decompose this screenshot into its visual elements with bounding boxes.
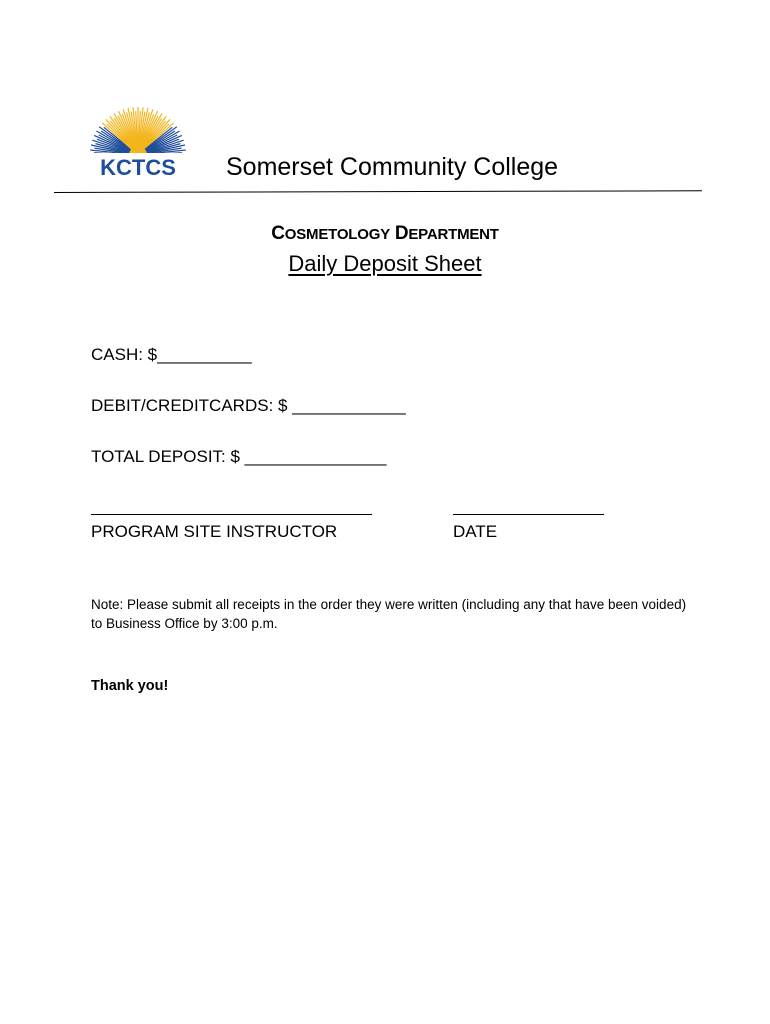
sunburst-logo-icon [88, 105, 188, 185]
closing-thanks: Thank you! [91, 678, 169, 694]
instructor-signature-line[interactable] [91, 514, 372, 515]
logo-wordmark: KCTCS [100, 155, 176, 180]
cash-field[interactable]: CASH: $__________ [91, 345, 252, 364]
department-initial-d: D [394, 223, 409, 244]
submission-note: Note: Please submit all receipts in the order they were written (including any that have been voided) to Business Office by 3:00 p.m. [91, 597, 687, 631]
header-divider [54, 190, 702, 193]
department-initial-c: C [271, 223, 285, 244]
kctcs-logo [88, 105, 188, 185]
department-word-2: EPARTMENT [408, 226, 499, 243]
total-deposit-field[interactable]: TOTAL DEPOSIT: $ _______________ [91, 447, 387, 466]
date-signature-line[interactable] [453, 514, 604, 515]
instructor-label: PROGRAM SITE INSTRUCTOR [91, 522, 338, 541]
college-name: Somerset Community College [226, 153, 559, 181]
debit-credit-field[interactable]: DEBIT/CREDITCARDS: $ ____________ [91, 396, 406, 415]
date-label: DATE [453, 522, 498, 541]
department-heading [0, 220, 770, 248]
sheet-title: Daily Deposit Sheet [288, 251, 482, 276]
department-word-1: OSMETOLOGY [284, 226, 390, 243]
